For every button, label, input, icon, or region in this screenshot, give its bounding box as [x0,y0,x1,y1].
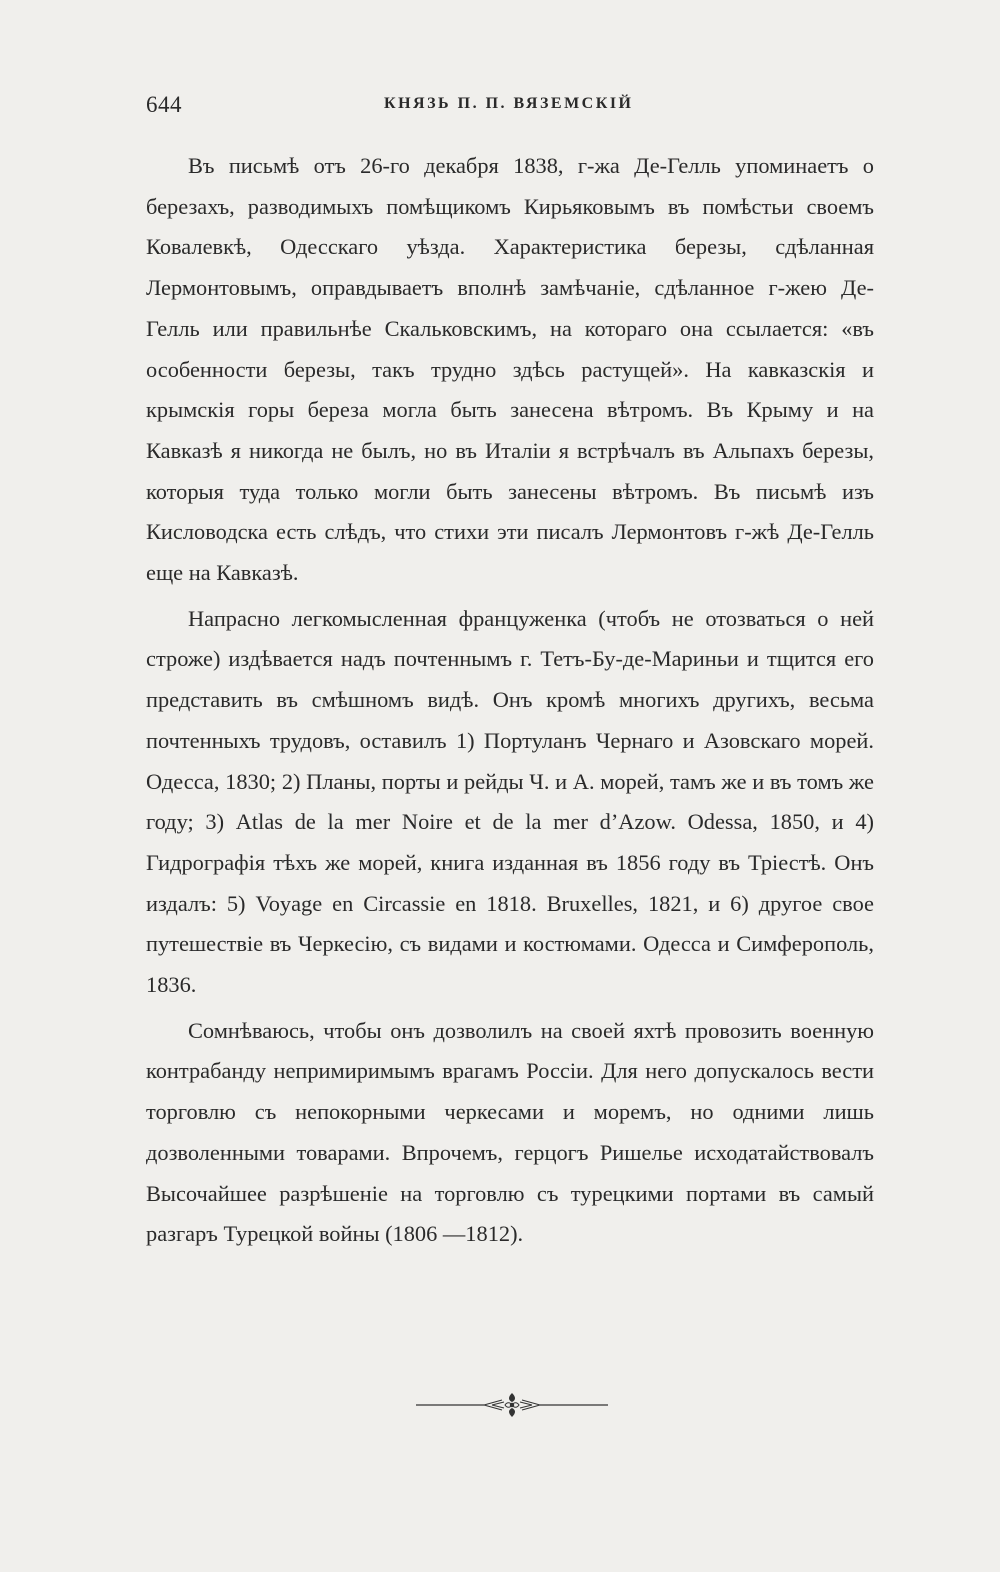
end-ornament-icon [412,1388,612,1418]
paragraph: Сомнѣваюсь, чтобы онъ дозволилъ на своей яхтѣ провозить военную контрабанду непримиримымъ врагамъ Россіи. Для него допускалось вести торговлю съ непокорными черкесами и моремъ, но одними лишь дозволенными товарами. Впрочемъ, герцогъ Ришелье исходатайствовалъ Высочайшее разрѣшеніе на торговлю съ турецкими портами въ самый разгаръ Турецкой войны (1806 —1812). [146,1017,874,1247]
page-header [146,92,876,122]
paragraph: Напрасно легкомысленная француженка (чтобъ не отозваться о ней строже) издѣвается надъ почтеннымъ г. Тетъ-Бу-де-Мариньи и тщится его представить въ смѣшномъ видѣ. Онъ кромѣ многихъ другихъ, весьма почтенныхъ трудовъ, оставилъ 1) Портуланъ Чернаго и Азовскаго морей. Одесса, 1830; 2) Планы, порты и рейды Ч. и А. морей, тамъ же и въ томъ же году; 3) Atlas de la mer Noire et de la mer d’Azow. Odessa, 1850, и 4) Гидрографія тѣхъ же морей, книга изданная въ 1856 году въ Тріестѣ. Онъ издалъ: 5) Voyage en Circassie en 1818. Bruxelles, 1821, и 6) другое свое путешествіе въ Черкесію, съ видами и костюмами. Одесса и Симферополь, 1836. [146,605,874,998]
paragraph: Въ письмѣ отъ 26-го декабря 1838, г-жа Де-Гелль упоминаетъ о березахъ, разводимыхъ помѣщикомъ Кирьяковымъ въ помѣстьи своемъ Ковалевкѣ, Одесскаго уѣзда. Характеристика березы, сдѣланная Лермонтовымъ, оправдываетъ вполнѣ замѣчаніе, сдѣланное г-жею Де-Гелль или правильнѣе Скальковскимъ, на котораго она ссылается: «въ особенности березы, такъ трудно здѣсь растущей». На кавказскія и крымскія горы береза могла быть занесена вѣтромъ. Въ Крыму и на Кавказѣ я никогда не былъ, но въ Италіи я встрѣчалъ въ Альпахъ березы, которыя туда только могли быть занесены вѣтромъ. Въ письмѣ изъ Кисловодска есть слѣдъ, что стихи эти писалъ Лермонтовъ г-жѣ Де-Гелль еще на Кавказѣ. [146,153,874,586]
page-number: 644 [146,92,182,117]
body-text [146,146,874,1255]
running-head: КНЯЗЬ П. П. ВЯЗЕМСКІЙ [384,95,634,112]
